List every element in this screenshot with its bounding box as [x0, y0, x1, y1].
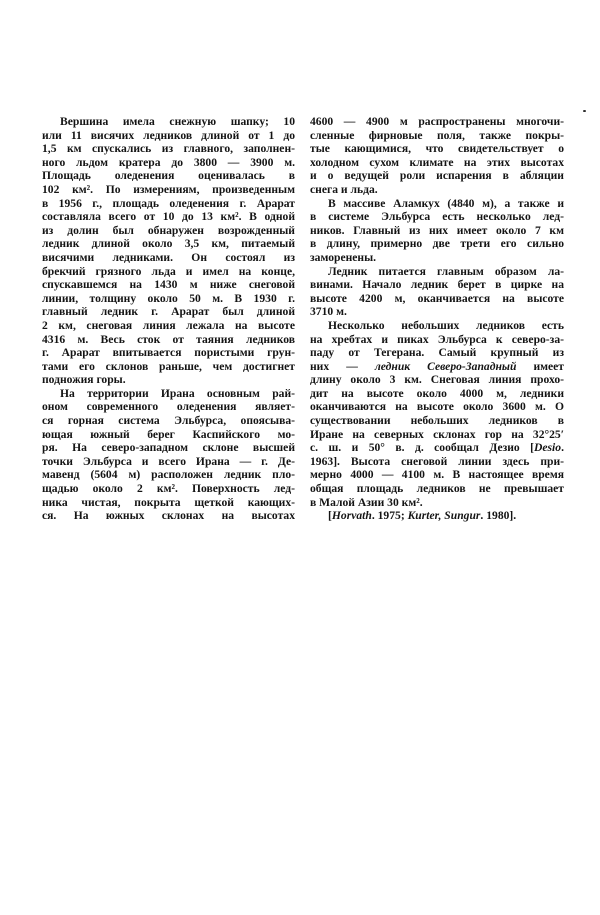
text-segment: оканчиваются на высоте около 3600 м. О — [310, 400, 564, 414]
text-segment: существовании небольших ледников в — [310, 414, 564, 428]
text-segment: Несколько небольших ледников есть — [328, 318, 564, 332]
text-segment: холодном сухом климате на этих высотах — [310, 155, 564, 169]
text-column-left — [42, 115, 295, 523]
text-segment: тами его склонов раньше, чем достигнет — [42, 359, 295, 373]
text-line — [310, 509, 564, 523]
text-segment: подножия горы. — [42, 373, 126, 387]
text-segment: висячими ледниками. Он состоял из — [42, 250, 295, 264]
text-segment: Вершина имела снежную шапку; 10 — [60, 115, 295, 128]
text-line — [310, 346, 564, 360]
text-segment: в длину, примерно две трети его сильно — [310, 237, 564, 251]
text-segment: паду от Тегерана. Самый крупный из — [310, 346, 564, 360]
text-line — [310, 414, 564, 428]
italic-text-segment: Kurter, Sungur — [407, 509, 481, 523]
text-segment: Площадь оледенения оценивалась в — [42, 169, 295, 183]
text-line — [42, 400, 295, 414]
text-segment: ников. Главный из них имеет около 7 км — [310, 223, 564, 237]
italic-text-segment: Horvath — [331, 509, 372, 523]
text-line — [310, 482, 564, 496]
text-line — [42, 292, 295, 306]
text-segment: 4316 м. Весь сток от таяния ледников — [42, 332, 295, 346]
text-line — [42, 278, 295, 292]
text-segment: ющая южный берег Каспийского мо- — [42, 427, 295, 441]
text-line — [42, 346, 295, 360]
text-segment: ря. На северо-западном склоне высшей — [42, 441, 295, 455]
text-line — [42, 387, 295, 401]
text-segment: В массиве Аламкух (4840 м), а также и — [328, 196, 564, 210]
text-segment: из долин был обнаружен возрожденный — [42, 223, 295, 237]
text-line — [42, 265, 295, 279]
text-line — [310, 360, 564, 374]
text-line — [310, 251, 564, 265]
ink-speck — [583, 110, 586, 112]
text-line — [42, 333, 295, 347]
text-segment: тые кающимися, что свидетельствует о — [310, 142, 564, 156]
text-line — [42, 428, 295, 442]
text-line — [42, 224, 295, 238]
text-line — [42, 197, 295, 211]
text-segment: в 1956 г., площадь оледенения г. Арарат — [42, 196, 295, 210]
text-line — [42, 414, 295, 428]
text-line — [310, 373, 564, 387]
text-segment: ся горная система Эльбурса, опоясыва- — [42, 414, 295, 428]
text-line — [42, 305, 295, 319]
text-segment: главный ледник г. Арарат был длиной — [42, 305, 295, 319]
text-segment: На территории Ирана основным рай- — [60, 386, 295, 400]
text-segment: заморенены. — [310, 250, 377, 264]
text-segment: 4600 — 4900 м распространены многочи- — [310, 115, 564, 128]
text-segment: на хребтах и пиках Эльбурса к северо-за- — [310, 332, 564, 346]
text-line — [310, 265, 564, 279]
text-line — [310, 169, 564, 183]
text-line — [42, 237, 295, 251]
text-segment: ся. На южных склонах на высотах — [42, 509, 295, 523]
italic-text-segment: ледник Северо-Западный — [374, 359, 517, 373]
text-line — [310, 142, 564, 156]
text-segment: ного льдом кратера до 3800 — 3900 м. — [42, 155, 295, 169]
text-line — [42, 156, 295, 170]
text-line — [310, 400, 564, 414]
text-line — [310, 441, 564, 455]
text-line — [310, 129, 564, 143]
text-segment: общая площадь ледников не превышает — [310, 482, 564, 496]
text-segment: 102 км². По измерениям, произведенным — [42, 182, 295, 196]
text-segment: [ — [328, 509, 332, 523]
text-segment: точки Эльбурса и всего Ирана — г. Де- — [42, 454, 295, 468]
text-segment: . 1975; — [371, 509, 408, 523]
text-column-right — [310, 115, 564, 523]
text-line — [42, 115, 295, 129]
text-segment: 1963]. Высота снеговой линии здесь при- — [310, 454, 564, 468]
text-segment: ника чистая, покрыта щеткой кающих- — [42, 495, 295, 509]
text-segment: 1,5 км спускались из главного, заполнен- — [42, 142, 295, 156]
text-segment: снега и льда. — [310, 182, 378, 196]
text-line — [42, 468, 295, 482]
text-segment: . — [561, 441, 564, 455]
text-line — [310, 237, 564, 251]
text-line — [310, 115, 564, 129]
text-line — [310, 387, 564, 401]
text-segment: в системе Эльбурса есть несколько лед- — [310, 210, 564, 224]
text-line — [310, 156, 564, 170]
text-line — [42, 482, 295, 496]
text-segment: мавенд (5604 м) расположен ледник пло- — [42, 468, 295, 482]
text-line — [42, 319, 295, 333]
text-segment: дит на высоте около 4000 м, ледники — [310, 386, 564, 400]
text-line — [310, 319, 564, 333]
text-segment: сленные фирновые поля, также покры- — [310, 128, 564, 142]
text-segment: составляла всего от 10 до 13 км². В одной — [42, 210, 295, 224]
text-line — [42, 496, 295, 510]
text-line — [310, 210, 564, 224]
text-line — [42, 373, 295, 387]
text-segment: в Малой Азии 30 км². — [310, 495, 423, 509]
text-line — [310, 292, 564, 306]
text-line — [310, 496, 564, 510]
text-line — [42, 360, 295, 374]
text-segment: спускавшемся на 1430 м ниже снеговой — [42, 278, 295, 292]
text-segment: оном современного оледенения являет- — [42, 400, 295, 414]
text-segment: 3710 м. — [310, 305, 347, 319]
text-segment: имеет — [516, 359, 564, 373]
text-line — [42, 210, 295, 224]
text-segment: или 11 висячих ледников длиной от 1 до — [42, 128, 295, 142]
text-segment: г. Арарат впитывается пористыми грун- — [42, 346, 295, 360]
text-line — [310, 468, 564, 482]
text-line — [310, 333, 564, 347]
text-line — [42, 169, 295, 183]
text-segment: 2 км, снеговая линия лежала на высоте — [42, 318, 295, 332]
text-segment: линии, толщину около 50 м. В 1930 г. — [42, 291, 295, 305]
text-segment: мерно 4000 — 4100 м. В настоящее время — [310, 468, 564, 482]
italic-text-segment: Desio — [534, 441, 562, 455]
text-line — [310, 305, 564, 319]
text-segment: брекчий грязного льда и имел на конце, — [42, 264, 295, 278]
text-segment: щадью около 2 км². Поверхность лед- — [42, 482, 295, 496]
text-segment: и о ведущей роли испарения в абляции — [310, 169, 564, 183]
text-line — [42, 183, 295, 197]
text-line — [42, 455, 295, 469]
text-line — [310, 224, 564, 238]
text-line — [310, 197, 564, 211]
text-segment: винами. Начало ледник берет в цирке на — [310, 278, 564, 292]
text-segment: ледник длиной около 3,5 км, питаемый — [42, 237, 295, 251]
text-segment: Ледник питается главным образом ла- — [328, 264, 564, 278]
text-line — [310, 183, 564, 197]
text-line — [42, 142, 295, 156]
text-segment: высоте 4200 м, оканчивается на высоте — [310, 291, 564, 305]
text-line — [42, 251, 295, 265]
text-line — [310, 455, 564, 469]
text-line — [310, 428, 564, 442]
text-line — [42, 509, 295, 523]
text-line — [42, 129, 295, 143]
text-segment: с. ш. и 50° в. д. сообщал Дезио [ — [310, 441, 535, 455]
text-line — [310, 278, 564, 292]
text-segment: . 1980]. — [480, 509, 517, 523]
text-line — [42, 441, 295, 455]
text-segment: длину около 3 км. Снеговая линия прохо- — [310, 373, 564, 387]
text-segment: Иране на северных склонах гор на 32°25′ — [310, 427, 564, 441]
text-segment: них — — [310, 359, 375, 373]
